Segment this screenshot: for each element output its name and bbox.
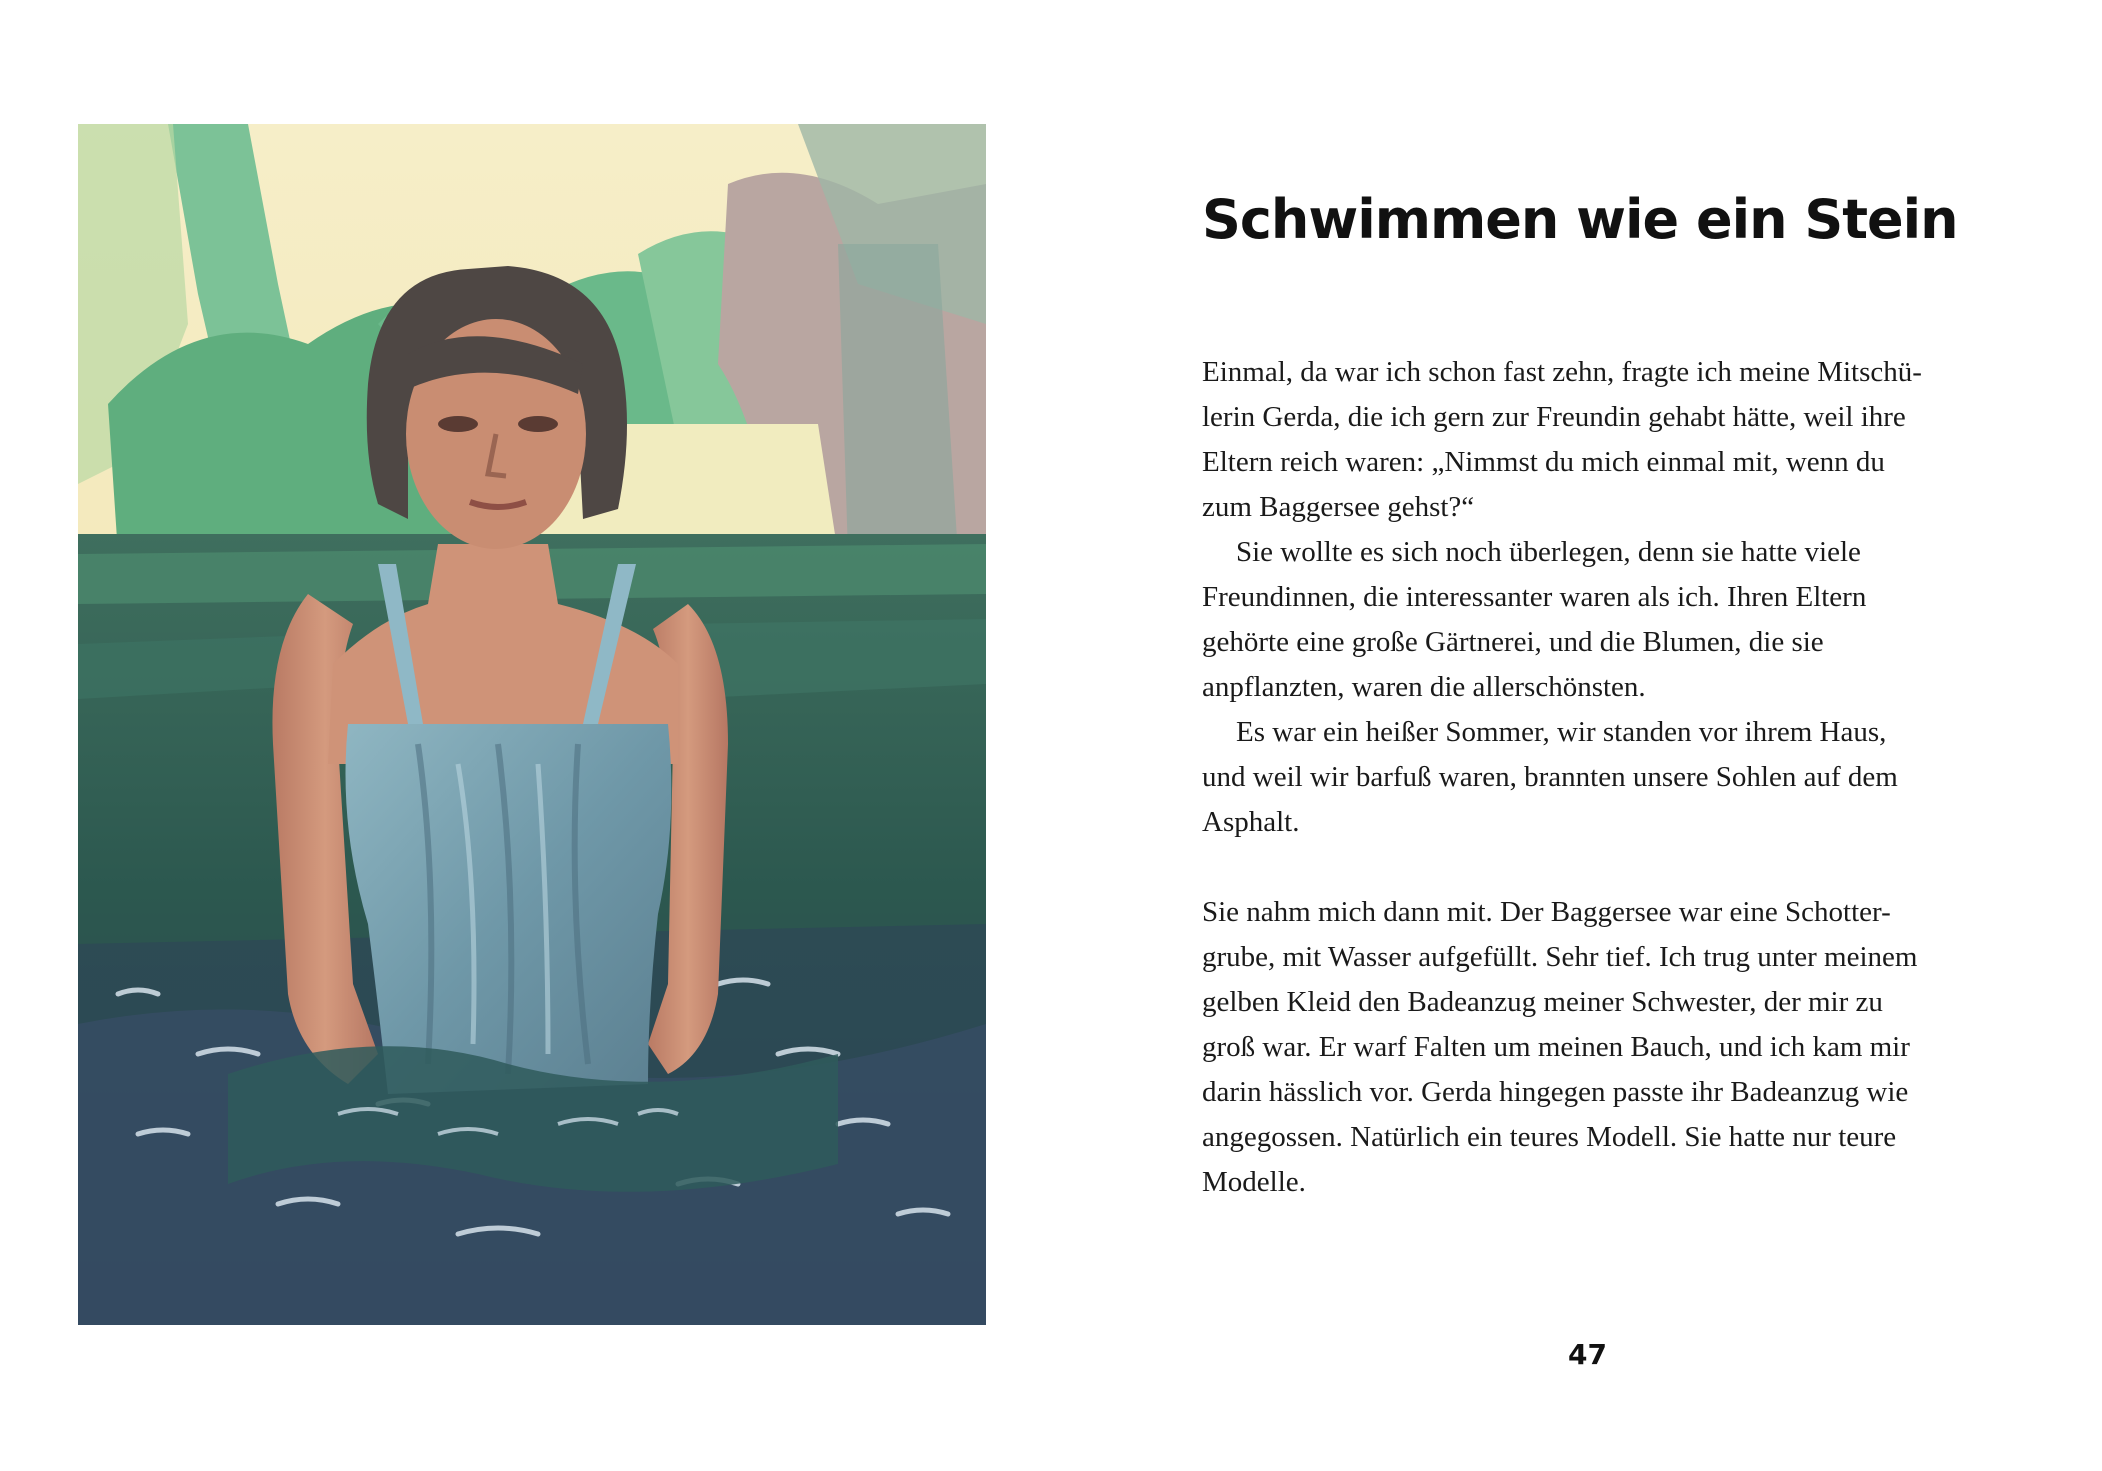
text-line: gehörte eine große Gärtnerei, und die Blumen, die sie [1202,626,1824,658]
painting-girl-in-lake [78,124,986,1325]
chapter-body [1202,350,1982,1205]
text-line: zum Baggersee gehst?“ [1202,491,1475,523]
text-line: Sie nahm mich dann mit. Der Baggersee war eine Schotter- [1202,896,1891,928]
section-break [1202,845,1982,890]
chapter-title: Schwimmen wie ein Stein [1202,188,1958,251]
painting-canvas [78,124,986,1325]
text-line: Es war ein heißer Sommer, wir standen vor ihrem Haus, [1236,716,1887,748]
text-line: Einmal, da war ich schon fast zehn, fragte ich meine Mitschü- [1202,356,1922,388]
page-number: 47 [1568,1338,1607,1371]
text-line: und weil wir barfuß waren, brannten unsere Sohlen auf dem [1202,761,1898,793]
text-line: Sie wollte es sich noch überlegen, denn sie hatte viele [1236,536,1861,568]
text-line: gelben Kleid den Badeanzug meiner Schwester, der mir zu [1202,986,1883,1018]
text-line: Freundinnen, die interessanter waren als ich. Ihren Eltern [1202,581,1867,613]
text-line: anpflanzten, waren die allerschönsten. [1202,671,1646,703]
text-line: Eltern reich waren: „Nimmst du mich einmal mit, wenn du [1202,446,1885,478]
text-line: darin hässlich vor. Gerda hingegen passte ihr Badeanzug wie [1202,1076,1909,1108]
text-line: groß war. Er warf Falten um meinen Bauch, und ich kam mir [1202,1031,1910,1063]
text-line: grube, mit Wasser aufgefüllt. Sehr tief. Ich trug unter meinem [1202,941,1918,973]
text-line: angegossen. Natürlich ein teures Modell. Sie hatte nur teure [1202,1121,1897,1153]
text-line: Asphalt. [1202,806,1300,838]
text-line: Modelle. [1202,1166,1306,1198]
text-line: lerin Gerda, die ich gern zur Freundin gehabt hätte, weil ihre [1202,401,1906,433]
